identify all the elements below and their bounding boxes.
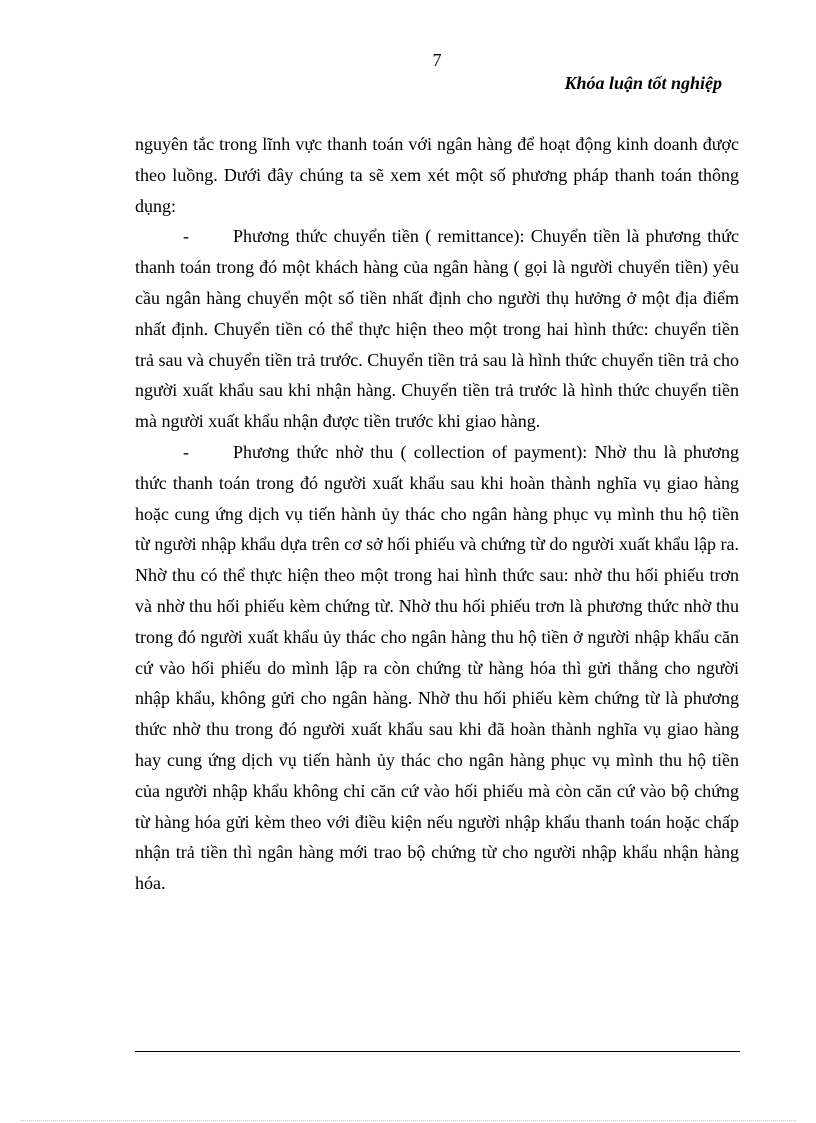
page-number: 7: [432, 50, 442, 70]
collection-paragraph: [135, 437, 739, 899]
collection-text: Phương thức nhờ thu ( collection of payment): Nhờ thu là phương thức thanh toán trong đó người xuất khẩu sau khi hoàn thành nghĩa vụ giao hàng hoặc cung ứng dịch vụ tiến hành ủy thác cho ngân hàng phục vụ mình thu hộ tiền từ người nhập khẩu dựa trên cơ sở hối phiếu và chứng từ do người xuất khẩu lập ra. Nhờ thu có thể thực hiện theo một trong hai hình thức sau: nhờ thu hối phiếu trơn và nhờ thu hối phiếu kèm chứng từ. Nhờ thu hối phiếu trơn là phương thức nhờ thu trong đó người xuất khẩu ủy thác cho ngân hàng thu hộ tiền ở người nhập khẩu căn cứ vào hối phiếu do mình lập ra còn chứng từ hàng hóa thì gửi thẳng cho người nhập khẩu, không gửi cho ngân hàng. Nhờ thu hối phiếu kèm chứng từ là phương thức nhờ thu trong đó người xuất khẩu sau khi đã hoàn thành nghĩa vụ giao hàng hay cung ứng dịch vụ tiến hành ủy thác cho ngân hàng phục vụ mình thu hộ tiền của người nhập khẩu không chỉ căn cứ vào hối phiếu mà còn căn cứ vào bộ chứng từ hàng hóa gửi kèm theo với điều kiện nếu người nhập khẩu thanh toán hoặc chấp nhận trả tiền thì ngân hàng mới trao bộ chứng từ cho người nhập khẩu nhận hàng hóa.: [135, 441, 739, 894]
running-header-title: Khóa luận tốt nghiệp: [564, 73, 722, 93]
document-body: [135, 129, 739, 899]
intro-paragraph: nguyên tắc trong lĩnh vực thanh toán với ngân hàng để hoạt động kinh doanh được theo luồng. Dưới đây chúng ta sẽ xem xét một số phương pháp thanh toán thông dụng:: [135, 134, 739, 216]
bullet-dash: -: [183, 441, 189, 462]
bullet-dash: -: [183, 226, 189, 247]
remittance-paragraph: [135, 221, 739, 437]
footer-rule: [135, 1051, 740, 1052]
page-edge: [20, 1120, 796, 1121]
remittance-text: Phương thức chuyển tiền ( remittance): Chuyển tiền là phương thức thanh toán trong đó một khách hàng của ngân hàng ( gọi là người chuyển tiền) yêu cầu ngân hàng chuyển một số tiền nhất định cho người thụ hưởng ở một địa điểm nhất định. Chuyển tiền có thể thực hiện theo một trong hai hình thức: chuyển tiền trả sau và chuyển tiền trả trước. Chuyển tiền trả sau là hình thức chuyển tiền trả cho người xuất khẩu sau khi nhận hàng. Chuyển tiền trả trước là hình thức chuyển tiền mà người xuất khẩu nhận được tiền trước khi giao hàng.: [135, 226, 739, 432]
